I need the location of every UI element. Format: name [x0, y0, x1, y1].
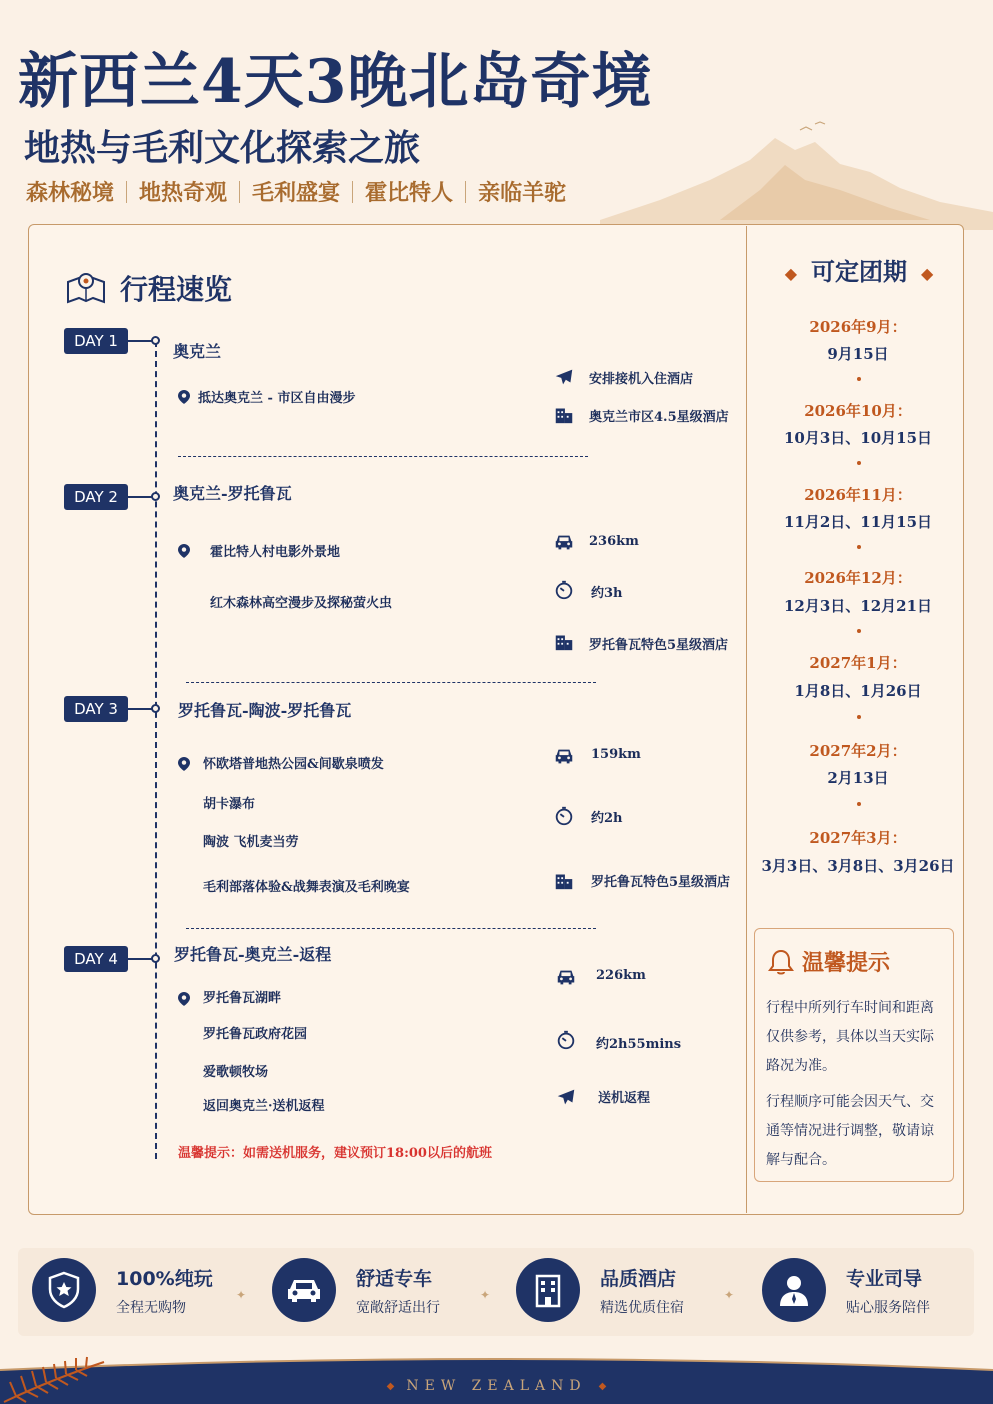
departure-month: 2027年2月： [809, 742, 907, 760]
location-pin-icon [178, 390, 190, 404]
hotel-icon [553, 630, 575, 652]
day-title: 奥克兰 [173, 342, 222, 361]
itinerary-stop: 怀欧塔普地热公园&间歇泉喷发 [203, 757, 384, 772]
date-separator-dot [857, 545, 861, 549]
day-dot [151, 336, 160, 345]
feature-subtitle: 宽敞舒适出行 [356, 1299, 440, 1316]
day-connector [128, 958, 152, 960]
day-connector [128, 708, 152, 710]
feature-subtitle: 全程无购物 [116, 1299, 186, 1316]
day-title: 罗托鲁瓦-奥克兰-返程 [174, 945, 332, 964]
departures-heading [766, 252, 952, 287]
tips-heading-text: 温馨提示 [802, 951, 891, 976]
feature-item [516, 1258, 684, 1322]
timer-icon [553, 805, 575, 827]
tag: 毛利盛宴 [252, 180, 341, 206]
shield-star-icon [47, 1271, 81, 1309]
tips-heading [768, 946, 890, 977]
feature-separator: ✦ [480, 1288, 491, 1302]
departure-days: 10月3日、10月15日 [783, 429, 933, 447]
location-pin-icon [178, 757, 190, 771]
mountains-illustration [600, 120, 993, 230]
day-title: 罗托鲁瓦-陶波-罗托鲁瓦 [178, 701, 352, 720]
diamond-icon: ◆ [386, 1380, 395, 1392]
itinerary-heading [66, 268, 232, 308]
itinerary-stop: 抵达奥克兰 - 市区自由漫步 [198, 391, 356, 406]
departure-days: 2月13日 [827, 769, 889, 787]
column-divider [746, 226, 747, 1213]
feature-item [272, 1258, 440, 1322]
day-badge: DAY 3 [64, 696, 128, 722]
tips-paragraph: 行程中所列行车时间和距离仅供参考，具体以当天实际路况为准。 [766, 1000, 934, 1074]
itinerary-stop: 罗托鲁瓦湖畔 [203, 991, 282, 1006]
departure-days: 9月15日 [827, 345, 889, 363]
tag-divider [239, 181, 240, 203]
feature-icon-circle [32, 1258, 96, 1322]
departure-days: 12月3日、12月21日 [783, 597, 933, 615]
map-pin-book-icon [66, 272, 106, 304]
itinerary-stop: 胡卡瀑布 [203, 797, 256, 812]
tag-divider [126, 181, 127, 203]
day-dot [151, 704, 160, 713]
duration-text: 约2h [591, 811, 623, 826]
distance-text: 159km [591, 747, 641, 762]
itinerary-stop: 霍比特人村电影外景地 [210, 545, 341, 560]
hotel-icon [553, 403, 575, 425]
day-badge: DAY 4 [64, 946, 128, 972]
departures-heading-text: 可定团期 [811, 258, 907, 286]
departure-month: 2026年11月： [804, 486, 912, 504]
timer-icon [553, 579, 575, 601]
tag: 霍比特人 [365, 180, 454, 206]
feature-icon-circle [272, 1258, 336, 1322]
itinerary-stop: 陶波 飞机麦当劳 [203, 835, 299, 850]
tag: 森林秘境 [26, 180, 115, 206]
feature-tags [26, 176, 566, 207]
day-connector [128, 496, 152, 498]
departure-month: 2026年9月： [809, 318, 907, 336]
hotel-icon [553, 869, 575, 891]
footer-label: NEW ZEALAND [406, 1378, 587, 1394]
flight-note: 温馨提示：如需送机服务，建议预订18:00以后的航班 [178, 1146, 492, 1161]
distance-text: 236km [589, 534, 639, 549]
day-badge: DAY 2 [64, 484, 128, 510]
tag: 地热奇观 [139, 180, 228, 206]
date-separator-dot [857, 715, 861, 719]
diamond-icon: ◆ [598, 1380, 607, 1392]
diamond-icon: ◆ [921, 263, 934, 283]
feature-item [32, 1258, 213, 1322]
info-text: 罗托鲁瓦特色5星级酒店 [589, 638, 729, 653]
feature-title: 舒适专车 [356, 1267, 433, 1290]
building-icon [531, 1272, 565, 1308]
feature-subtitle: 精选优质住宿 [600, 1299, 684, 1316]
footer-text [0, 1378, 993, 1394]
car-icon [553, 745, 575, 767]
tag: 亲临羊驼 [478, 180, 567, 206]
tips-paragraph: 行程顺序可能会因天气、交通等情况进行调整，敬请谅解与配合。 [766, 1094, 934, 1168]
date-separator-dot [857, 629, 861, 633]
day-connector [128, 340, 152, 342]
tag-divider [465, 181, 466, 203]
bell-icon [768, 948, 794, 976]
duration-text: 约2h55mins [596, 1037, 682, 1052]
tag-divider [352, 181, 353, 203]
date-separator-dot [857, 802, 861, 806]
day-separator [186, 682, 596, 683]
day-dot [151, 954, 160, 963]
distance-text: 226km [596, 968, 646, 983]
feature-title: 专业司导 [846, 1267, 923, 1290]
date-separator-dot [857, 461, 861, 465]
day-separator [178, 456, 588, 457]
itinerary-stop: 红木森林高空漫步及探秘萤火虫 [210, 596, 393, 611]
departure-month: 2027年1月： [809, 654, 907, 672]
date-separator-dot [857, 377, 861, 381]
itinerary-heading-text: 行程速览 [120, 273, 233, 306]
duration-text: 约3h [591, 586, 623, 601]
page-title: 新西兰4天3晚北岛奇境 [18, 47, 653, 117]
page-subtitle: 地热与毛利文化探索之旅 [24, 127, 421, 169]
car-icon [555, 966, 577, 988]
info-text: 奥克兰市区4.5星级酒店 [589, 410, 729, 425]
feature-icon-circle [516, 1258, 580, 1322]
feature-title: 品质酒店 [600, 1267, 677, 1290]
feature-item [762, 1258, 930, 1322]
location-pin-icon [178, 992, 190, 1006]
departure-month: 2026年10月： [804, 402, 912, 420]
car-icon [285, 1275, 323, 1305]
departure-month: 2026年12月： [804, 569, 912, 587]
itinerary-stop: 毛利部落体验&战舞表演及毛利晚宴 [203, 880, 410, 895]
info-text: 安排接机入住酒店 [589, 372, 694, 387]
departure-days: 3月3日、3月8日、3月26日 [761, 857, 955, 875]
guide-person-icon [777, 1272, 811, 1308]
day-separator [186, 928, 596, 929]
day-dot [151, 492, 160, 501]
feature-separator: ✦ [724, 1288, 735, 1302]
itinerary-stop: 返回奥克兰·送机返程 [203, 1099, 325, 1114]
day-title: 奥克兰-罗托鲁瓦 [173, 484, 292, 503]
airplane-icon [555, 1086, 577, 1108]
day-badge: DAY 1 [64, 328, 128, 354]
fern-leaf-icon [0, 1340, 120, 1404]
timer-icon [555, 1029, 577, 1051]
feature-separator: ✦ [236, 1288, 247, 1302]
departure-month: 2027年3月： [809, 829, 907, 847]
itinerary-stop: 罗托鲁瓦政府花园 [203, 1027, 308, 1042]
departure-days: 1月8日、1月26日 [794, 682, 922, 700]
info-text: 送机返程 [598, 1091, 651, 1106]
itinerary-stop: 爱歌顿牧场 [203, 1065, 269, 1080]
info-text: 罗托鲁瓦特色5星级酒店 [591, 875, 731, 890]
airplane-icon [553, 366, 575, 388]
location-pin-icon [178, 544, 190, 558]
feature-icon-circle [762, 1258, 826, 1322]
departure-days: 11月2日、11月15日 [783, 513, 933, 531]
feature-subtitle: 贴心服务陪伴 [846, 1299, 930, 1316]
diamond-icon: ◆ [784, 263, 797, 283]
timeline-line [155, 341, 157, 1159]
car-icon [553, 531, 575, 553]
feature-title: 100%纯玩 [116, 1267, 213, 1290]
